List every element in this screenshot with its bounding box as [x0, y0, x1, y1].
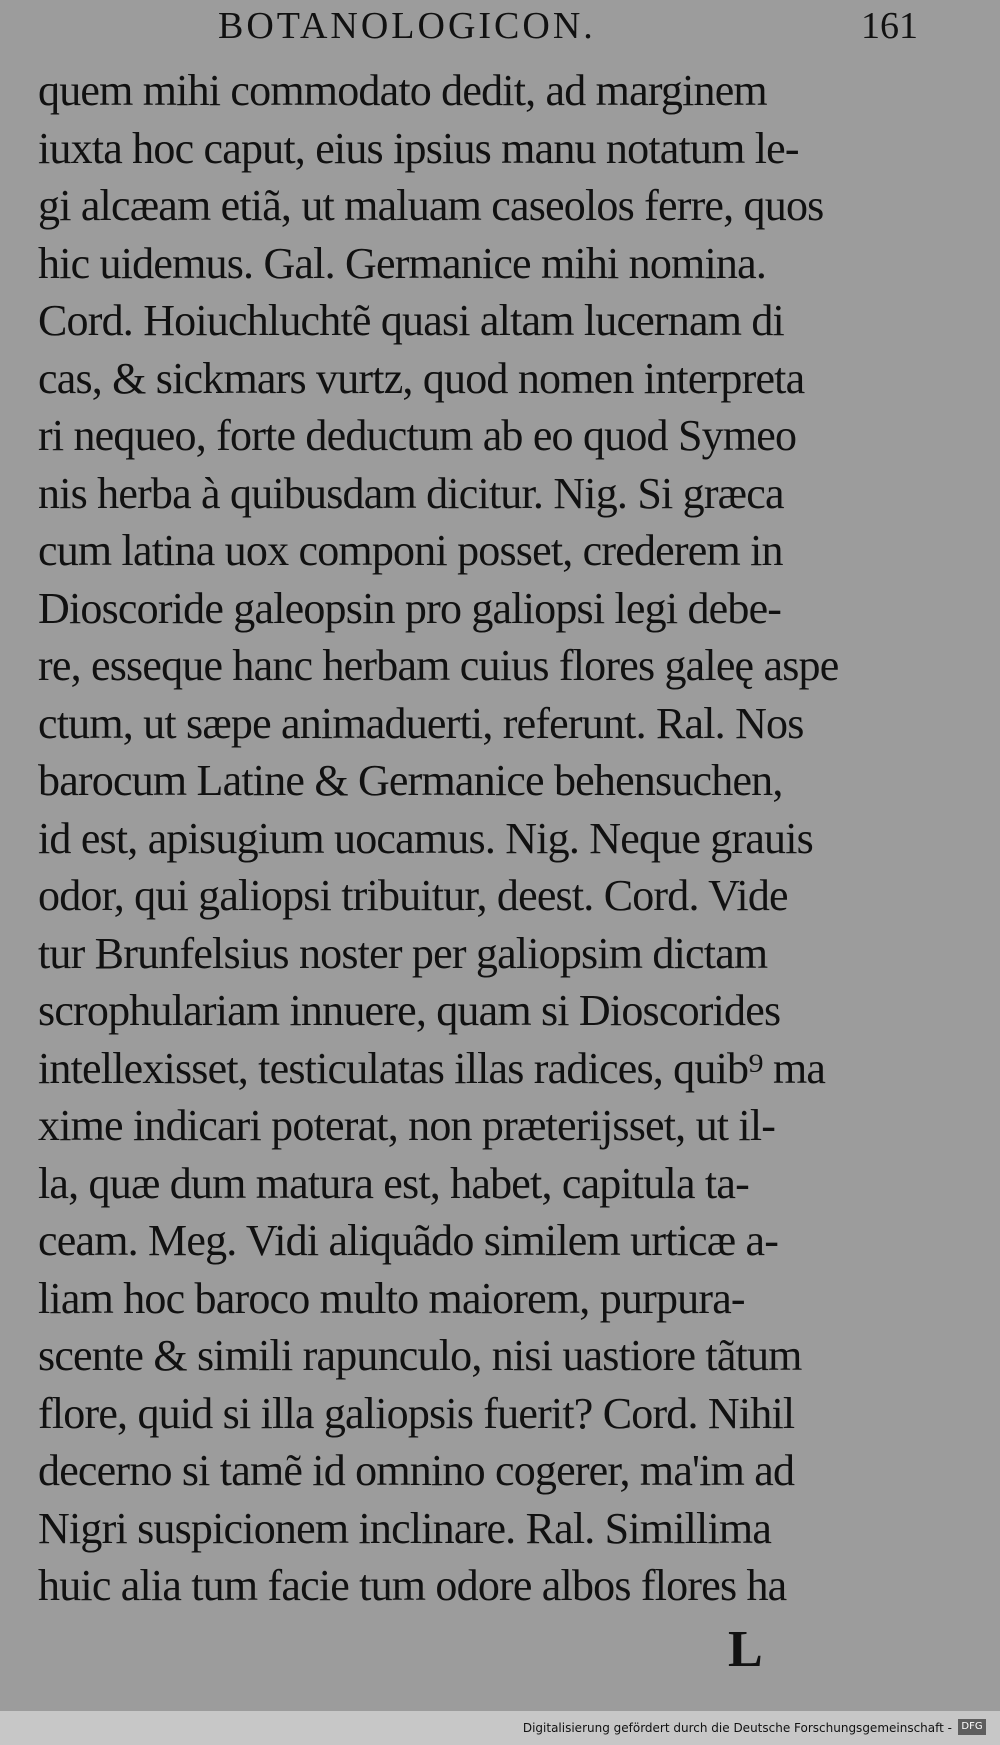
dfg-logo: DFG [958, 1719, 986, 1735]
text-line: gi alcæam etiã, ut maluam caseolos ferre, quos [38, 181, 824, 230]
running-title: BOTANOLOGICON. [218, 5, 596, 47]
text-line: id est, apisugium uocamus. Nig. Neque grauis [38, 813, 813, 863]
text-line: scente & simili rapunculo, nisi uastiore tãtum [38, 1331, 802, 1380]
text-line: cas, & sickmars vurtz, quod nomen interpreta [38, 353, 805, 403]
text-line: quem mihi commodato dedit, ad marginem [38, 66, 767, 115]
text-line: hic uidemus. Gal. Germanice mihi nomina. [38, 238, 767, 288]
text-line: barocum Latine & Germanice behensuchen, [38, 756, 783, 805]
footer-bar [0, 1711, 1000, 1745]
text-line: la, quæ dum matura est, habet, capitula ta- [38, 1158, 749, 1208]
text-line: cum latina uox componi posset, crederem in [38, 526, 783, 575]
text-line: Dioscoride galeopsin pro galiopsi legi debe- [38, 583, 782, 633]
text-line: ri nequeo, forte deductum ab eo quod Symeo [38, 411, 797, 460]
text-line: Cord. Hoiuchluchtẽ quasi altam lucernam di [38, 296, 784, 345]
text-line: re, esseque hanc herbam cuius flores galeę aspe [38, 641, 839, 690]
text-line: ceam. Meg. Vidi aliquãdo similem urticæ a- [38, 1216, 779, 1265]
text-line: intellexisset, testiculatas illas radices, quib⁹ ma [38, 1043, 826, 1093]
text-line: odor, qui galiopsi tribuitur, deest. Cord. Vide [38, 871, 788, 920]
text-line: liam hoc baroco multo maiorem, purpura- [38, 1273, 745, 1323]
text-line: flore, quid si illa galiopsis fuerit? Cord. Nihil [38, 1388, 795, 1438]
page-header [38, 4, 918, 62]
digitization-credit: Digitalisierung gefördert durch die Deutsche Forschungsgemeinschaft - [522, 1721, 952, 1735]
text-line: scrophulariam innuere, quam si Dioscorides [38, 986, 781, 1035]
text-line: tur Brunfelsius noster per galiopsim dictam [38, 928, 768, 978]
text-line: nis herba à quibusdam dicitur. Nig. Si græca [38, 468, 784, 518]
text-line: iuxta hoc caput, eius ipsius manu notatum le- [38, 123, 799, 173]
text-line: ctum, ut sæpe animaduerti, referunt. Ral. Nos [38, 698, 804, 748]
text-line: decerno si tamẽ id omnino cogerer, ma'im ad [38, 1446, 795, 1495]
text-line: huic alia tum facie tum odore albos flores ha [38, 1561, 787, 1610]
page-number: 161 [861, 5, 918, 47]
signature-mark: L [728, 1621, 763, 1678]
text-line: xime indicari poterat, non præterijsset, ut il- [38, 1101, 776, 1150]
body-text [38, 62, 943, 1615]
text-line: Nigri suspicionem inclinare. Ral. Simillima [38, 1503, 772, 1553]
